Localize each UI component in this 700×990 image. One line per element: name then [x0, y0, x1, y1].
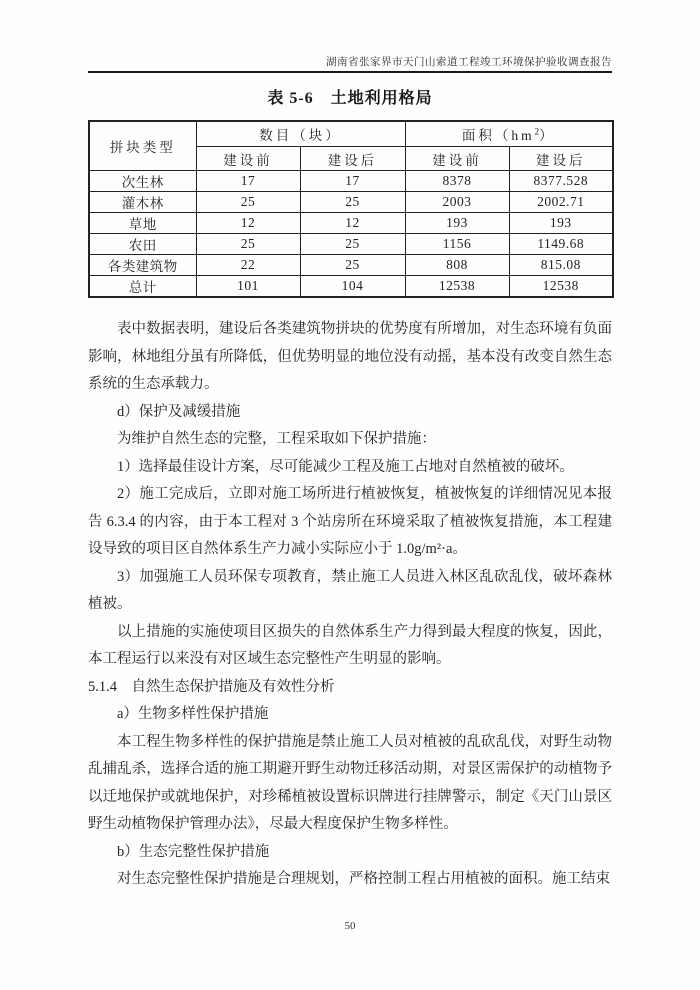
- table-cell: 815.08: [509, 255, 613, 276]
- table-cell: 2003: [405, 192, 509, 213]
- table-row-shrub-forest: [89, 192, 613, 213]
- table-cell: 22: [196, 255, 300, 276]
- table-cell: 193: [405, 213, 509, 234]
- table-cell: 12: [196, 213, 300, 234]
- paragraph: 对生态完整性保护措施是合理规划，严格控制工程占用植被的面积。施工结束: [117, 871, 610, 887]
- table-cell: 灌木林: [89, 192, 196, 213]
- table-cell: 17: [300, 171, 405, 192]
- table-cell: 草地: [89, 213, 196, 234]
- land-use-table: [88, 120, 614, 298]
- body-text: [88, 316, 612, 894]
- table-header-group-row: [89, 121, 613, 147]
- table-title: 表 5-6 土地利用格局: [267, 90, 433, 107]
- paragraph: 为维护自然生态的完整，工程采取如下保护措施：: [117, 431, 436, 447]
- table-cell: 25: [300, 255, 405, 276]
- col-header-count-before: 建设前: [196, 147, 300, 171]
- col-header-patch-type: 拼块类型: [89, 121, 196, 171]
- table-cell: 8377.528: [509, 171, 613, 192]
- table-row-farmland: [89, 234, 613, 255]
- table-cell: 1149.68: [509, 234, 613, 255]
- table-cell: 2002.71: [509, 192, 613, 213]
- table-cell: 12538: [509, 276, 613, 298]
- subheading-b: b）生态完整性保护措施: [117, 843, 270, 860]
- area-header-suffix: ）: [539, 128, 556, 143]
- table-cell: 193: [509, 213, 613, 234]
- list-item-2: 2）施工完成后，立即对施工场所进行植被恢复，植被恢复的详细情况见本报告 6.3.4 的内容，由于本工程对 3 个站房所在环境采取了植被恢复措施，本工程建设导致的项目区自然体系生产力减小实际应小于 1.0g/m²·a。: [88, 486, 612, 557]
- running-header: 湖南省张家界市天门山索道工程竣工环境保护验收调查报告: [326, 57, 612, 68]
- table-cell: 12: [300, 213, 405, 234]
- table-cell: 各类建筑物: [89, 255, 196, 276]
- paragraph: 以上措施的实施使项目区损失的自然体系生产力得到最大程度的恢复，因此，本工程运行以来没有对区域生态完整性产生明显的影响。: [88, 623, 612, 667]
- col-header-area-before: 建设前: [405, 147, 509, 171]
- table-cell: 25: [300, 192, 405, 213]
- table-cell: 8378: [405, 171, 509, 192]
- table-cell: 次生林: [89, 171, 196, 192]
- table-cell: 104: [300, 276, 405, 298]
- table-cell: 25: [300, 234, 405, 255]
- table-cell: 808: [405, 255, 509, 276]
- paragraph: 表中数据表明，建设后各类建筑物拼块的优势度有所增加，对生态环境有负面影响，林地组分虽有所降低，但优势明显的地位没有动摇，基本没有改变自然生态系统的生态承载力。: [88, 321, 612, 392]
- col-header-count-after: 建设后: [300, 147, 405, 171]
- area-header-superscript: 2: [534, 126, 540, 137]
- table-cell: 12538: [405, 276, 509, 298]
- subheading-d: d）保护及减缓措施: [117, 403, 241, 420]
- table-row-grassland: [89, 213, 613, 234]
- table-cell: 25: [196, 234, 300, 255]
- header-rule: [88, 71, 612, 73]
- section-heading-5-1-4: 5.1.4 自然生态保护措施及有效性分析: [88, 678, 335, 695]
- table-cell: 1156: [405, 234, 509, 255]
- area-header-prefix: 面积（hm: [461, 128, 535, 143]
- table-row-buildings: [89, 255, 613, 276]
- col-header-area-after: 建设后: [509, 147, 613, 171]
- list-item-3: 3）加强施工人员环保专项教育，禁止施工人员进入林区乱砍乱伐，破坏森林植被。: [88, 568, 612, 612]
- table-cell: 25: [196, 192, 300, 213]
- col-header-count-group: 数目（块）: [196, 121, 405, 147]
- list-item-1: 1）选择最佳设计方案，尽可能减少工程及施工占地对自然植被的破坏。: [117, 458, 574, 475]
- table-cell: 17: [196, 171, 300, 192]
- paragraph: 本工程生物多样性的保护措施是禁止施工人员对植被的乱砍乱伐，对野生动物乱捕乱杀，选择合适的施工期避开野生动物迁移活动期，对景区需保护的动植物予以迁地保护或就地保护，对珍稀植被设置标识牌进行挂牌警示，制定《天门山景区野生动植物保护管理办法》，尽最大程度保护生物多样性。: [88, 733, 612, 832]
- col-header-area-group: [405, 121, 613, 147]
- subheading-a: a）生物多样性保护措施: [117, 706, 269, 722]
- table-row-secondary-forest: [89, 171, 613, 192]
- table-cell: 总计: [89, 276, 196, 298]
- page-content: [88, 88, 612, 894]
- table-cell: 101: [196, 276, 300, 298]
- page-number: 50: [344, 920, 356, 932]
- table-cell: 农田: [89, 234, 196, 255]
- table-row-total: [89, 276, 613, 298]
